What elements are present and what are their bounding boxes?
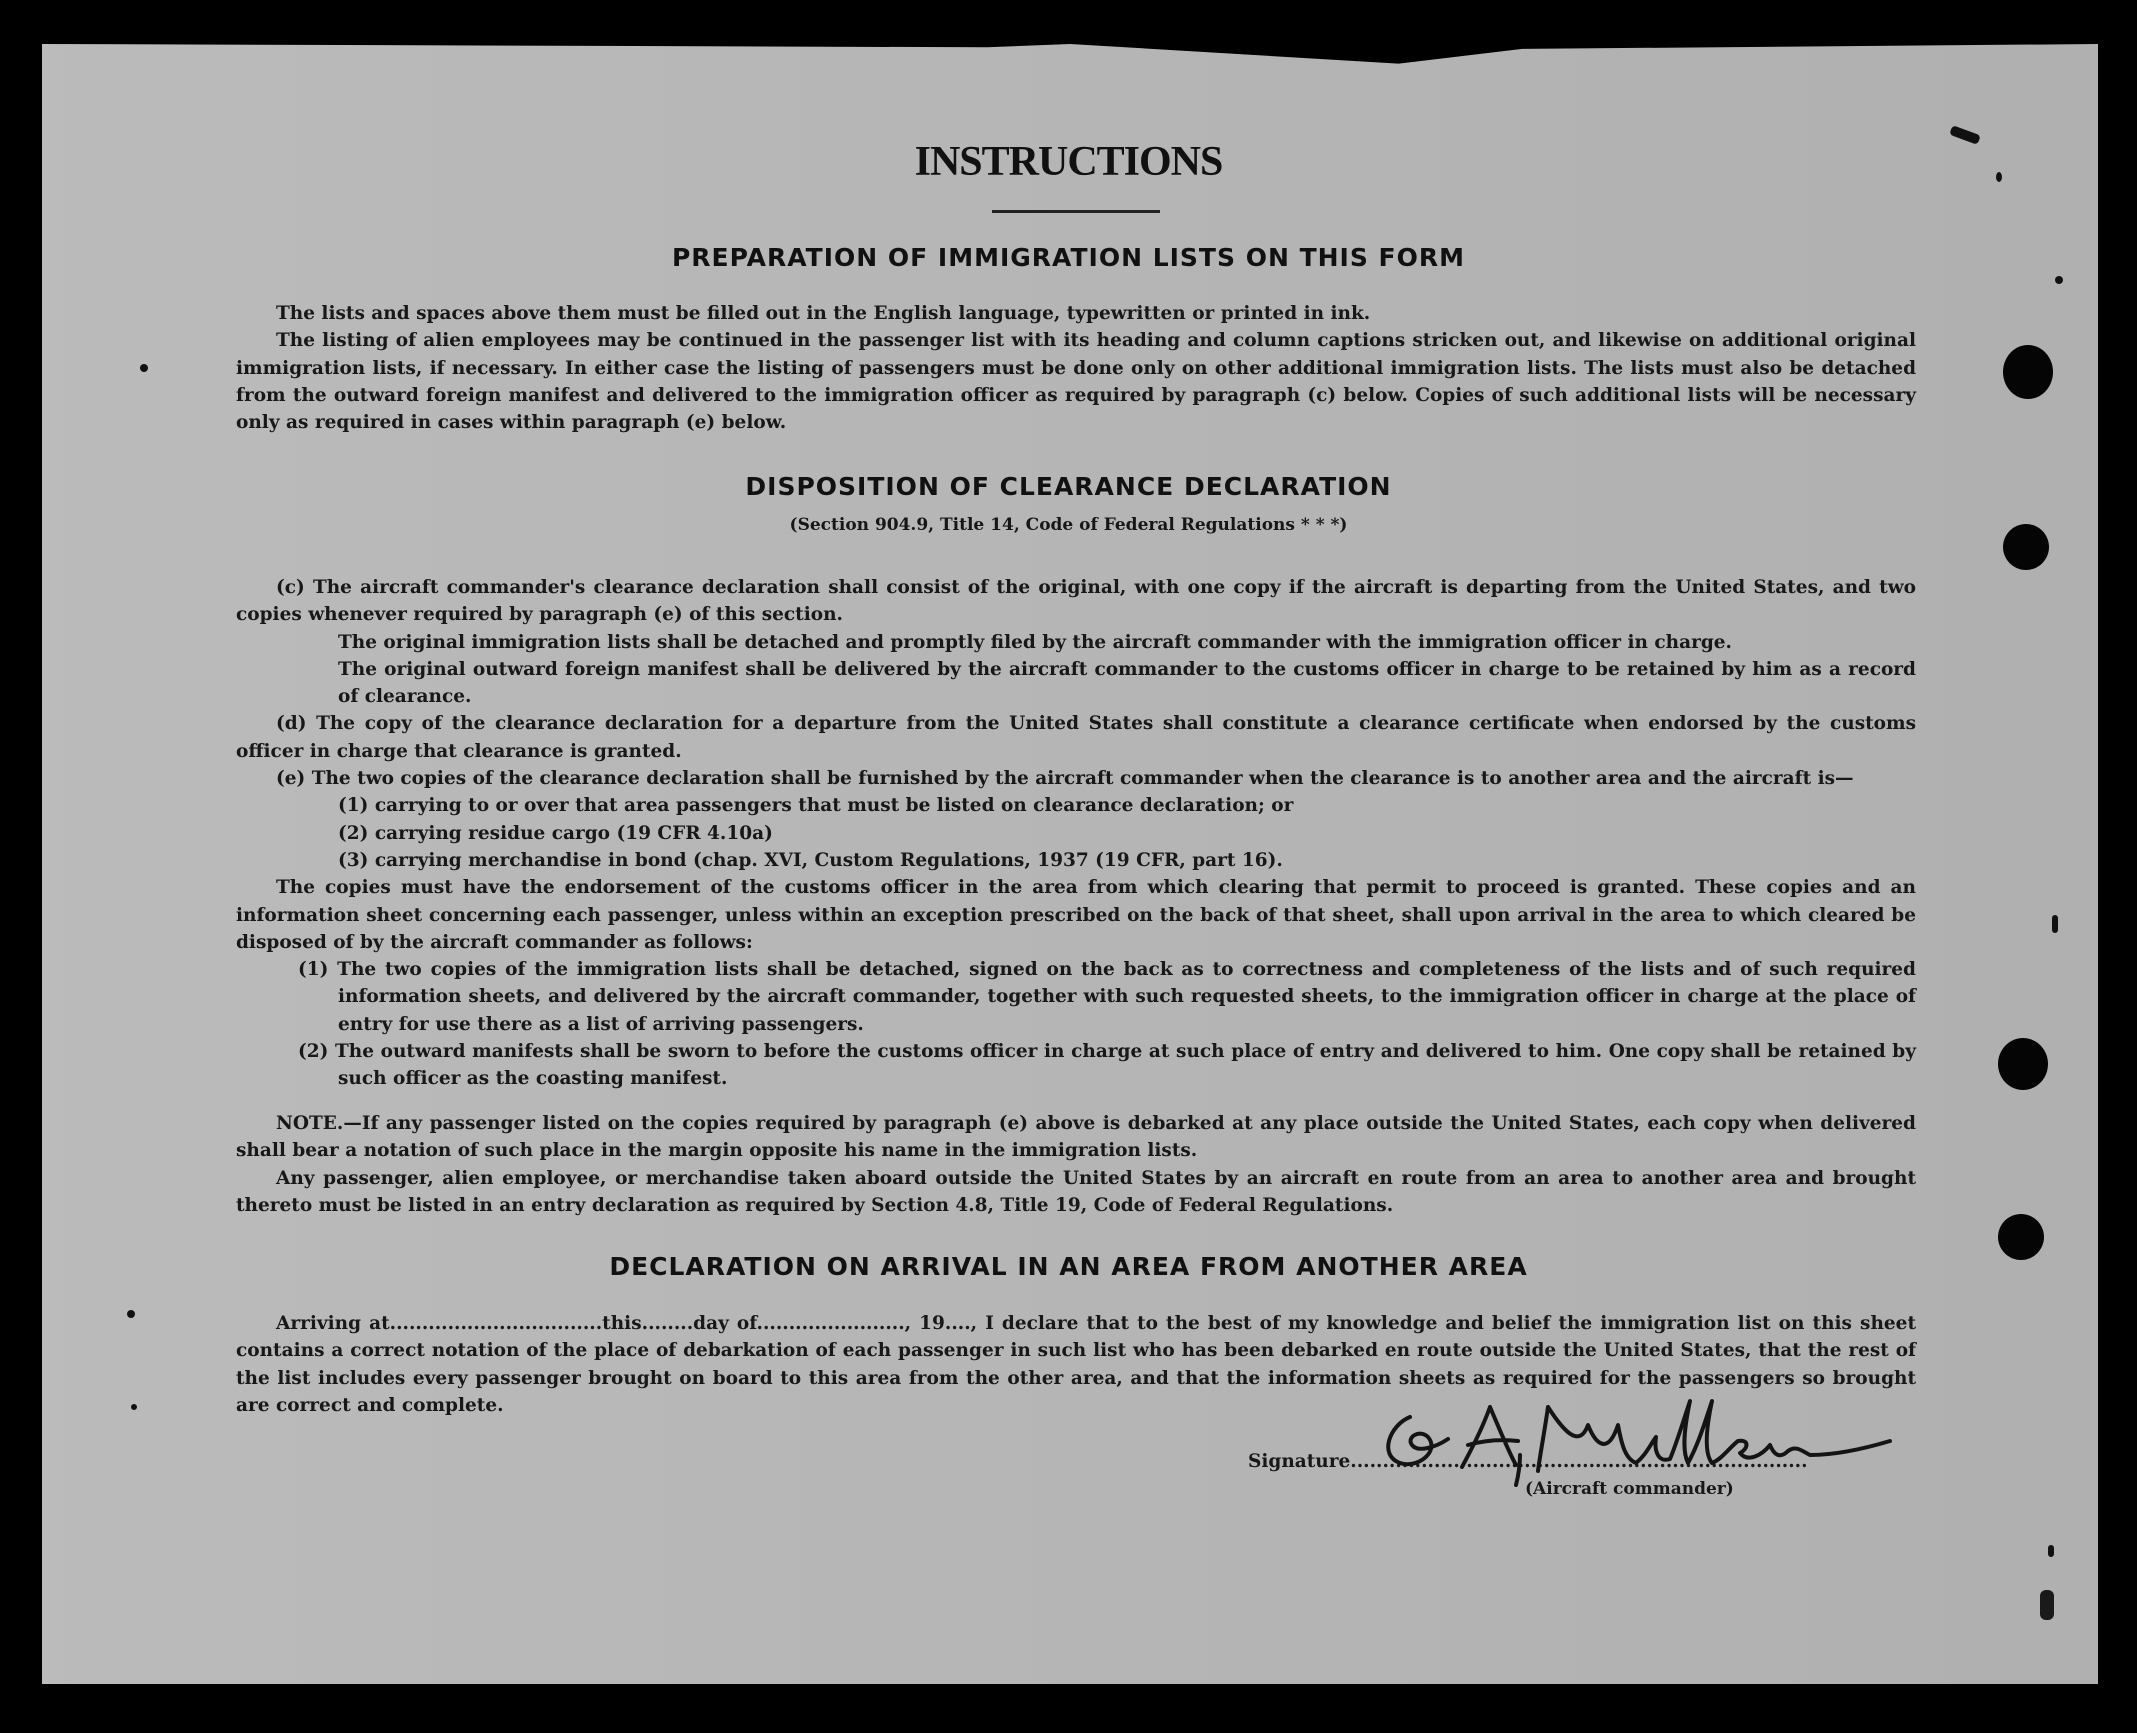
speck-mark [2040, 1590, 2054, 1620]
paragraph-e-1: (1) carrying to or over that area passengers that must be listed on clearance declaration; or [338, 795, 1294, 817]
page-title: INSTRUCTIONS [914, 139, 1223, 185]
note-paragraph: NOTE.—If any passenger listed on the copies required by paragraph (e) above is debarked at any place outside the United States, each copy when delivered shall bear a notation of such place in the margin opposite his name in the immigration lists. [236, 1113, 1916, 1162]
paragraph-e-2: (2) carrying residue cargo (19 CFR 4.10a) [338, 822, 773, 844]
declaration-paragraph: Arriving at.................................this........day of......................., 19...., I declare that to the best of my knowledge and belief the immigration list on this sheet contains a correct notation of the place of debarkation of each passenger in such list who has been debarked en route outside the United States, that the rest of the list includes every passenger brought on board to this area from the other area, and that the information sheets as required for the passengers so brought are correct and complete. [236, 1313, 1916, 1416]
disposition-text [236, 574, 1916, 1093]
signature-line: Signature....................................................................... [1248, 1451, 1808, 1472]
paragraph: The lists and spaces above them must be filled out in the English language, typewritten or printed in ink. [276, 303, 1371, 324]
paragraph-any-passenger: Any passenger, alien employee, or merchandise taken aboard outside the United States by an aircraft en route from an area to another area and brought thereto must be listed in an entry declaration as required by Section 4.8, Title 19, Code of Federal Regulations. [236, 1167, 1916, 1216]
paragraph-c-1: The original immigration lists shall be detached and promptly filed by the aircraft commander with the immigration officer in charge. [338, 631, 1732, 653]
section-heading-disposition: DISPOSITION OF CLEARANCE DECLARATION [745, 472, 1392, 501]
title-underline [992, 210, 1160, 213]
punch-hole [1998, 1038, 2048, 1090]
speck-mark [2048, 1545, 2054, 1557]
speck-mark [131, 1404, 137, 1410]
section-citation: (Section 904.9, Title 14, Code of Federal Regulations * * *) [789, 515, 1348, 535]
paragraph-e-3: (3) carrying merchandise in bond (chap. XVI, Custom Regulations, 1937 (19 CFR, part 16). [338, 849, 1283, 871]
signature-caption: (Aircraft commander) [1525, 1479, 1734, 1499]
speck-mark [2055, 276, 2063, 284]
speck-mark [140, 364, 148, 372]
handwritten-signature [1370, 1385, 1910, 1495]
paragraph-copies: The copies must have the endorsement of the customs officer in the area from which clearing that permit to proceed is granted. These copies and an information sheet concerning each passenger, unless within an exception prescribed on the back of that sheet, shall upon arrival in the area to which cleared be disposed of by the aircraft commander as follows: [236, 877, 1916, 953]
paragraph-disposal-2: (2) The outward manifests shall be sworn to before the customs officer in charge at such place of entry and delivered to him. One copy shall be retained by such officer as the coasting manifest. [298, 1041, 1916, 1090]
paragraph: The listing of alien employees may be continued in the passenger list with its heading and column captions stricken out, and likewise on additional original immigration lists, if necessary. In either case the listing of passengers must be done only on other additional immigration lists. The lists must also be detached from the outward foreign manifest and delivered to the immigration officer as required by paragraph (c) below. Copies of such additional lists will be necessary only as required in cases within paragraph (e) below. [236, 330, 1916, 434]
preparation-text [236, 300, 1916, 436]
paragraph-c: (c) The aircraft commander's clearance declaration shall consist of the original, with one copy if the aircraft is departing from the United States, and two copies whenever required by paragraph (e) of this section. [236, 577, 1916, 626]
paragraph-e: (e) The two copies of the clearance declaration shall be furnished by the aircraft commander when the clearance is to another area and the aircraft is— [276, 768, 1854, 790]
paragraph-disposal-1: (1) The two copies of the immigration lists shall be detached, signed on the back as to correctness and completeness of the lists and of such required information sheets, and delivered by the aircraft commander, together with such requested sheets, to the immigration officer in charge at the place of entry for use there as a list of arriving passengers. [298, 959, 1916, 1035]
speck-mark [127, 1310, 135, 1318]
punch-hole [2003, 345, 2053, 399]
speck-mark [2052, 915, 2058, 933]
notes-text [236, 1110, 1916, 1219]
paragraph-c-2: The original outward foreign manifest shall be delivered by the aircraft commander to the customs officer in charge to be retained by him as a record of clearance. [338, 658, 1916, 708]
paragraph-d: (d) The copy of the clearance declaration for a departure from the United States shall constitute a clearance certificate when endorsed by the customs officer in charge that clearance is granted. [236, 713, 1916, 762]
section-heading-declaration: DECLARATION ON ARRIVAL IN AN AREA FROM ANOTHER AREA [609, 1252, 1528, 1281]
section-heading-preparation: PREPARATION OF IMMIGRATION LISTS ON THIS FORM [671, 243, 1466, 272]
